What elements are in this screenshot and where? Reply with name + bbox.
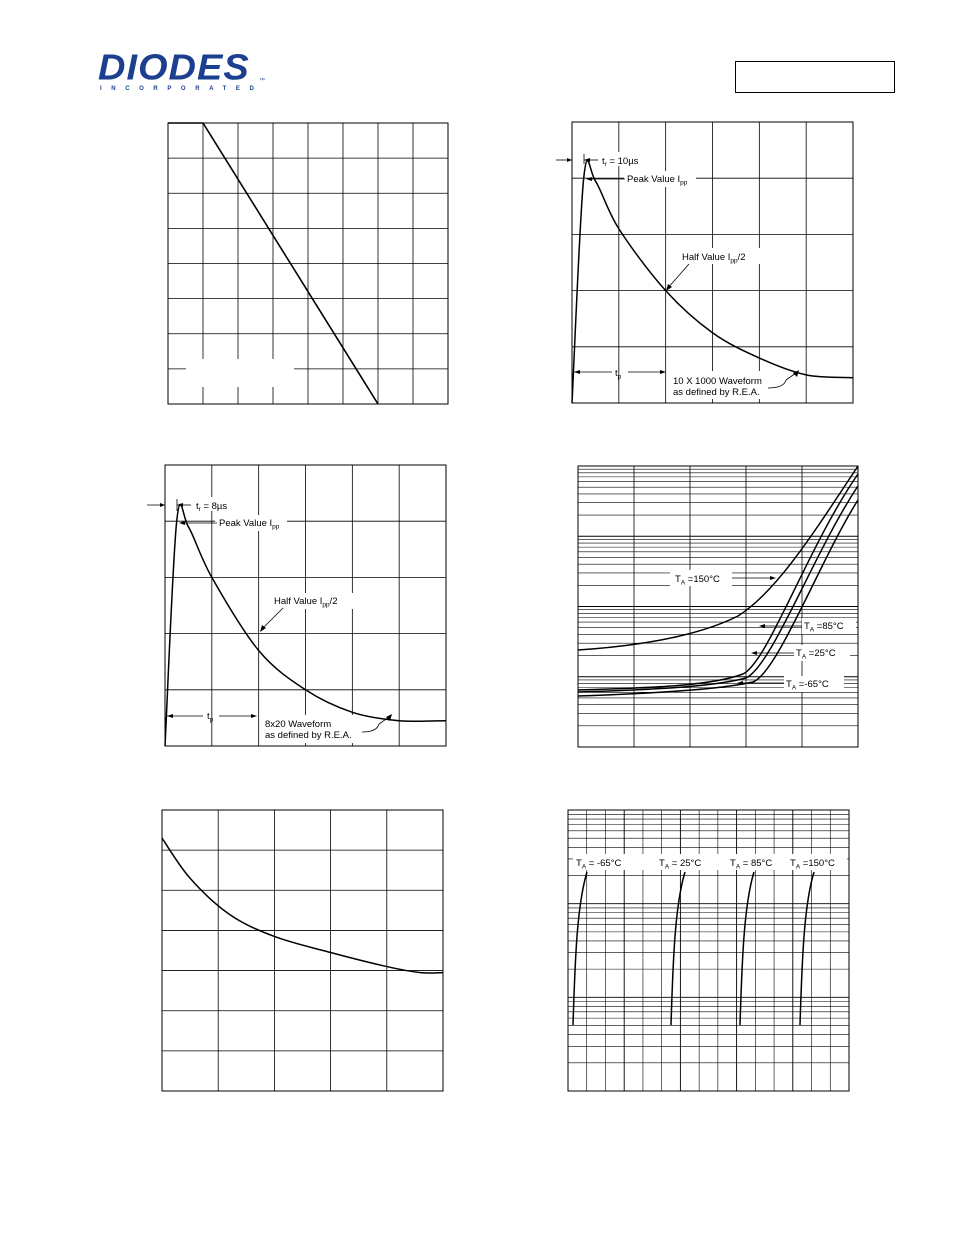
pulse-10x1000-chart (572, 122, 853, 403)
derating-chart (168, 123, 448, 404)
half-label: Half Value $I_{pp}/2$ (274, 596, 338, 609)
peak-label: Peak Value $I_{pp}$ (219, 518, 280, 531)
waveform-label-line2: as defined by R.E.A. (265, 730, 352, 741)
logo-subtext: INCORPORATED (100, 86, 264, 92)
series-label-150c: $T_A =150^\circ C$ (675, 574, 720, 587)
series-label-minus65c: $T_A = -65^\circ C$ (576, 858, 622, 871)
forward-curve-1 (671, 872, 685, 1025)
diodes-logo (98, 48, 268, 96)
tp-label: $t_p$ (615, 368, 622, 381)
forward-curve-0 (573, 872, 587, 1025)
waveform-label-line1: 8x20 Waveform (265, 719, 332, 730)
series-label-25c: $T_A = 25^\circ C$ (659, 858, 702, 871)
logo-trademark: ™ (259, 78, 265, 84)
waveform-label-line1: 10 X 1000 Waveform (673, 376, 762, 387)
series-label-25c: $T_A =25^\circ C$ (796, 648, 836, 661)
logo-wordmark: DIODES (98, 48, 250, 88)
series-label-85c: $T_A = 85^\circ C$ (730, 858, 773, 871)
waveform-label-line2: as defined by R.E.A. (673, 387, 760, 398)
leakage-curve-2 (578, 486, 858, 692)
legend-blank-area (186, 359, 294, 387)
part-number-box (735, 61, 895, 93)
tp-label: $t_p$ (207, 711, 214, 724)
half-label: Half Value $I_{pp}/2$ (682, 252, 746, 265)
pulse-8x20-chart (165, 465, 446, 746)
peak-label: Peak Value $I_{pp}$ (627, 174, 688, 187)
capacitance-curve (162, 838, 443, 973)
tr-label: $t_r = 8\mu s$ (196, 501, 228, 513)
series-label-150c: $T_A =150^\circ C$ (790, 858, 835, 871)
tr-label: $t_r = 10\mu s$ (602, 156, 639, 168)
forward-curve-2 (740, 872, 754, 1025)
forward-curve-3 (800, 872, 814, 1025)
capacitance-chart (162, 810, 443, 1091)
leakage-current-chart (578, 466, 858, 747)
series-label-minus65c: $T_A =-65^\circ C$ (786, 679, 829, 692)
series-label-85c: $T_A =85^\circ C$ (804, 621, 844, 634)
forward-voltage-chart (568, 810, 849, 1091)
